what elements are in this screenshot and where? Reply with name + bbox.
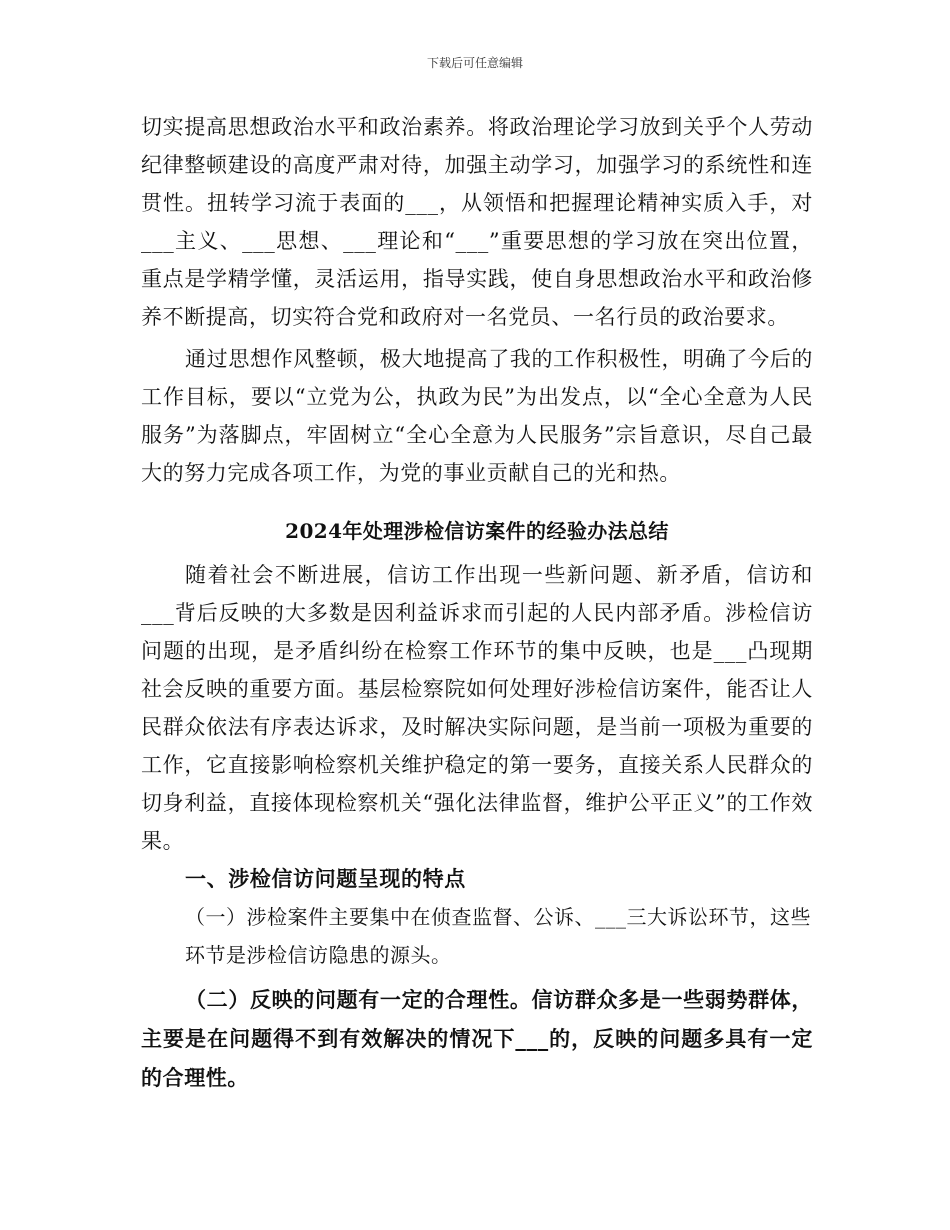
list-item-1: （一）涉检案件主要集中在侦查监督、公诉、___三大诉讼环节，这些环节是涉检信访隐患的源头。	[185, 905, 811, 967]
list-item-2: （二）反映的问题有一定的合理性。信访群众多是一些弱势群体，主要是在问题得不到有效解决的情况下___的，反映的问题多具有一定的合理性。	[141, 987, 813, 1090]
section-heading-1: 一、涉检信访问题呈现的特点	[185, 866, 466, 891]
paragraph-intro: 随着社会不断进展，信访工作出现一些新问题、新矛盾，信访和___背后反映的大多数是因利益诉求而引起的人民内部矛盾。涉检信访问题的出现，是矛盾纠纷在检察工作环节的集中反映，也是___凸现期社会反映的重要方面。基层检察院如何处理好涉检信访案件，能否让人民群众依法有序表达诉求，及时解决实际问题，是当前一项极为重要的工作，它直接影响检察机关维护稳定的第一要务，直接关系人民群众的切身利益，直接体现检察机关“强化法律监督，维护公平正义”的工作效果。	[141, 563, 813, 853]
article-title: 2024年处理涉检信访案件的经验办法总结	[285, 519, 669, 543]
document-body	[141, 108, 813, 1097]
paragraph-political-study: 切实提高思想政治水平和政治素养。将政治理论学习放到关乎个人劳动纪律整顿建设的高度严肃对待，加强主动学习，加强学习的系统性和连贯性。扭转学习流于表面的___，从领悟和把握理论精神实质入手，对___主义、___思想、___理论和“___”重要思想的学习放在突出位置，重点是学精学懂，灵活运用，指导实践，使自身思想政治水平和政治修养不断提高，切实符合党和政府对一名党员、一名行员的政治要求。	[141, 115, 813, 329]
paragraph-work-style: 通过思想作风整顿，极大地提高了我的工作积极性，明确了今后的工作目标，要以“立党为公，执政为民”为出发点，以“全心全意为人民服务”为落脚点，牢固树立“全心全意为人民服务”宗旨意识，尽自己最大的努力完成各项工作，为党的事业贡献自己的光和热。	[141, 347, 813, 485]
page-header: 下载后可任意编辑	[426, 56, 523, 70]
